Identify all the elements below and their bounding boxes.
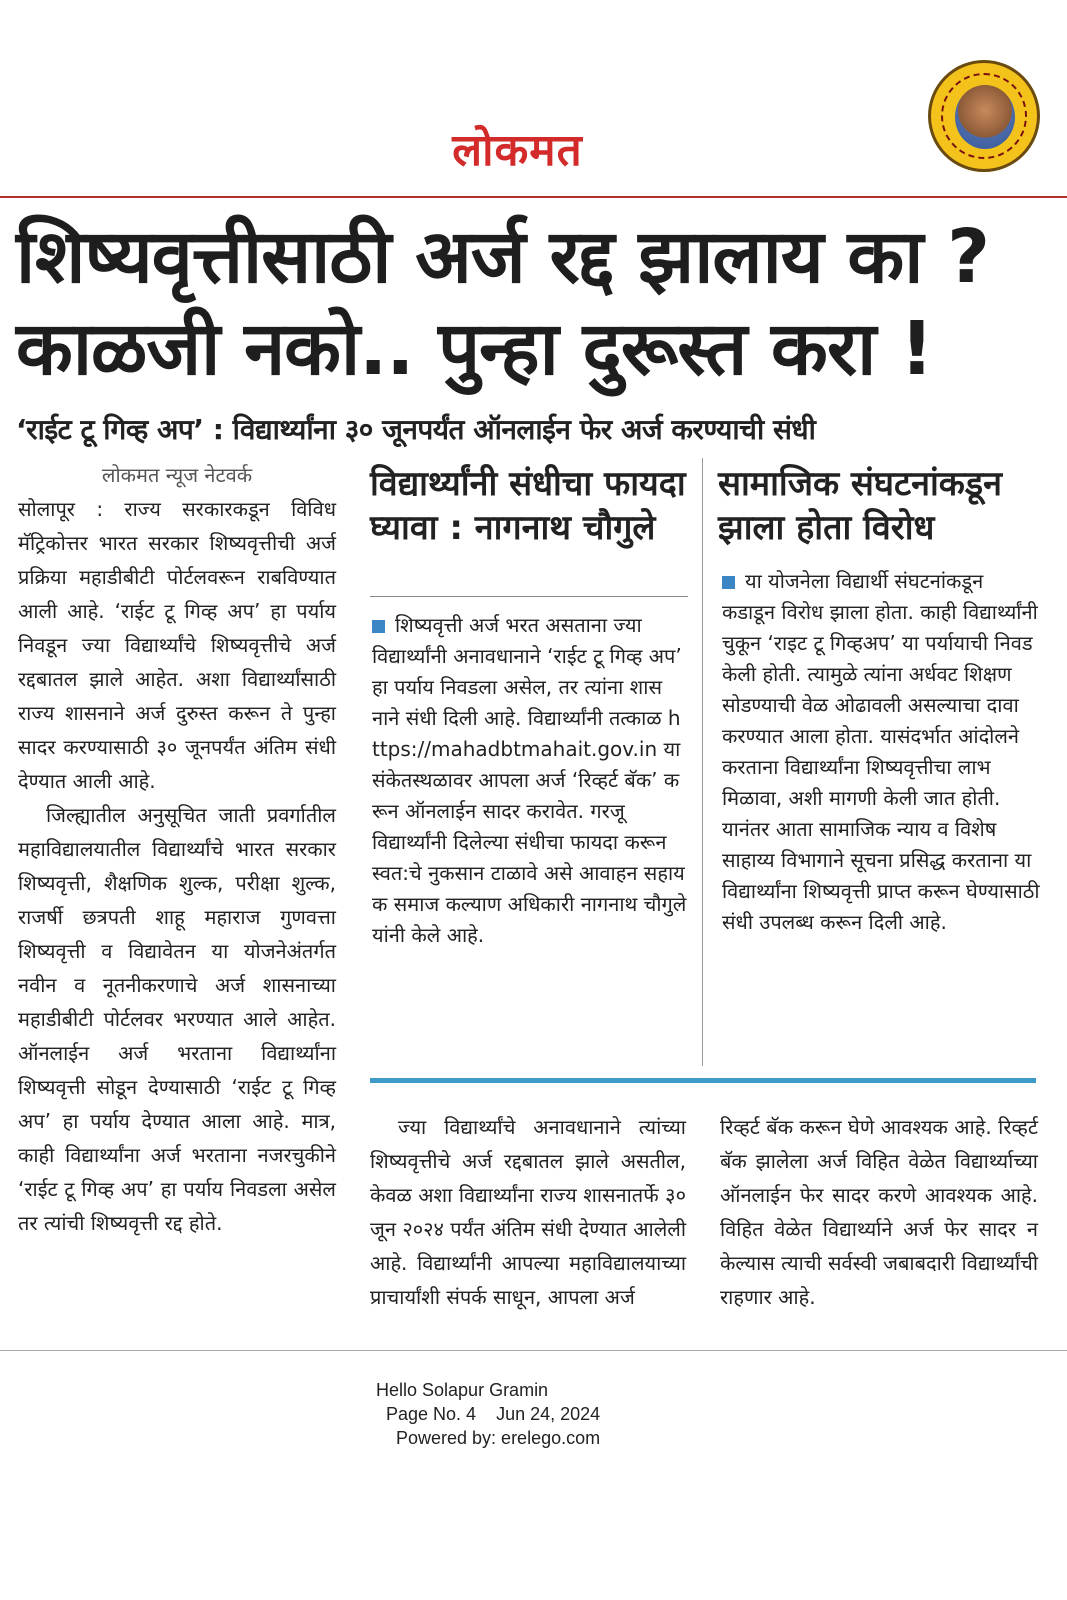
masthead-logo — [0, 118, 1067, 178]
bottom-right-column — [720, 1110, 1038, 1314]
byline: लोकमत न्यूज नेटवर्क — [101, 463, 253, 487]
section-divider — [370, 1078, 1036, 1083]
right-bullet-icon — [722, 576, 735, 589]
column-divider — [702, 458, 703, 1066]
headline-line-2: काळजी नको.. पुन्हा दुरूस्त करा ! — [16, 306, 933, 392]
footer-divider — [0, 1350, 1067, 1351]
footer-edition: Hello Solapur Gramin — [376, 1380, 549, 1400]
left-column — [18, 458, 336, 1240]
badge-portrait — [955, 85, 1015, 149]
headline-line-1: शिष्यवृत्तीसाठी अर्ज रद्द झालाय का ? — [16, 214, 990, 300]
bottom-middle-text: ज्या विद्यार्थ्यांचे अनावधानाने त्यांच्या शिष्यवृत्तीचे अर्ज रद्दबातल झाले असतील, केवळ अशा विद्यार्थ्यांना राज्य शासनातर्फे ३० जून २०२४ पर्यंत अंतिम संधी देण्यात आलेली आहे. विद्यार्थ्यांनी आपल्या महाविद्यालयाच्या प्राचार्यांशी संपर्क साधून, आपला अर्ज — [370, 1115, 686, 1309]
left-para-1: सोलापूर : राज्य सरकारकडून विविध मॅट्रिकोत्तर भारत सरकार शिष्यवृत्तीची अर्ज प्रक्रिया महाडीबीटी पोर्टलवरून राबविण्यात आली आहे. ‘राईट टू गिव्ह अप’ हा पर्याय निवडून ज्या विद्यार्थ्यांचे शिष्यवृत्तीचे अर्ज रद्दबातल झाले आहेत. अशा विद्यार्थ्यांसाठी राज्य शासनाने अर्ज दुरुस्त करून ते पुन्हा सादर करण्यासाठी ३० जूनपर्यंत अंतिम संधी देण्यात आली आहे. — [18, 497, 336, 793]
middle-box-text: शिष्यवृत्ती अर्ज भरत असताना ज्या विद्यार्थ्यांनी अनावधानाने ‘राईट टू गिव्ह अप’ हा पर्याय निवडला असेल, तर त्यांना शासनाने संधी दिली आहे. विद्यार्थ्यांनी तत्काळ https://mahadbtmahait.gov.in या संकेतस्थळावर आपला अर्ज ‘रिव्हर्ट बॅक’ करून ऑनलाईन सादर करावेत. गरजू विद्यार्थ्यांनी दिलेल्या संधीचा फायदा करून स्वत:चे नुकसान टाळावे असे आवाहन सहायक समाज कल्याण अधिकारी नागनाथ चौगुले यांनी केले आहे. — [372, 613, 687, 947]
author-badge-logo — [928, 60, 1040, 172]
left-para-2: जिल्ह्यातील अनुसूचित जाती प्रवर्गातील महाविद्यालयातील विद्यार्थ्यांचे भारत सरकार शिष्यवृत्ती, शैक्षणिक शुल्क, परीक्षा शुल्क, राजर्षी छत्रपती शाहू महाराज गुणवत्ता शिष्यवृत्ती व विद्यावेतन या योजनेअंतर्गत नवीन व नूतनीकरणाचे अर्ज शासनाच्या महाडीबीटी पोर्टलवर भरण्यात आले आहेत. ऑनलाईन अर्ज भरताना विद्यार्थ्यांना शिष्यवृत्ती सोडून देण्यासाठी ‘राईट टू गिव्ह अप’ हा पर्याय देण्यात आला आहे. मात्र, काही विद्यार्थ्यांना अर्ज भरताना नजरचुकीने ‘राईट टू गिव्ह अप’ हा पर्याय निवडला असेल तर त्यांची शिष्यवृत्ती रद्द होते. — [18, 803, 336, 1235]
masthead-title: लोकमत — [452, 125, 583, 176]
footer — [376, 1378, 600, 1450]
right-box-title: सामाजिक संघटनांकडून झाला होता विरोध — [718, 464, 1002, 548]
footer-page-date: Page No. 4 Jun 24, 2024 — [386, 1404, 601, 1424]
middle-bullet-icon — [372, 620, 385, 633]
middle-box-title: विद्यार्थ्यांनी संधीचा फायदा घ्यावा : नागनाथ चौगुले — [370, 464, 686, 548]
bottom-middle-column — [370, 1110, 686, 1314]
bottom-right-text: रिव्हर्ट बॅक करून घेणे आवश्यक आहे. रिव्हर्ट बॅक झालेला अर्ज विहित वेळेत विद्यार्थ्याच्या ऑनलाईन फेर सादर करणे आवश्यक आहे. विहित वेळेत विद्यार्थ्याने अर्ज फेर सादर न केल्यास त्याची सर्वस्वी जबाबदारी विद्यार्थ्यांची राहणार आहे. — [720, 1115, 1038, 1309]
right-box-body — [722, 566, 1040, 938]
middle-box-body — [372, 610, 688, 951]
subheadline: ‘राईट टू गिव्ह अप’ : विद्यार्थ्यांना ३० जूनपर्यंत ऑनलाईन फेर अर्ज करण्याची संधी — [16, 413, 816, 446]
middle-box-title-rule — [370, 596, 688, 597]
footer-powered-by: Powered by: erelego.com — [396, 1428, 601, 1448]
masthead-divider — [0, 196, 1067, 198]
right-box-text: या योजनेला विद्यार्थी संघटनांकडून कडाडून विरोध झाला होता. काही विद्यार्थ्यांनी चुकून ‘राइट टू गिव्हअप’ या पर्यायाची निवड केली होती. त्यामुळे त्यांना अर्धवट शिक्षण सोडण्याची वेळ ओढावली असल्याचा दावा करण्यात आला होता. यासंदर्भात आंदोलने करताना विद्यार्थ्यांना शिष्यवृत्तीचा लाभ मिळावा, अशी मागणी केली जात होती. यानंतर आता सामाजिक न्याय व विशेष साहाय्य विभागाने सूचना प्रसिद्ध करताना या विद्यार्थ्यांना शिष्यवृत्ती प्राप्त करून घेण्यासाठी संधी उपलब्ध करून दिली आहे. — [722, 569, 1040, 934]
